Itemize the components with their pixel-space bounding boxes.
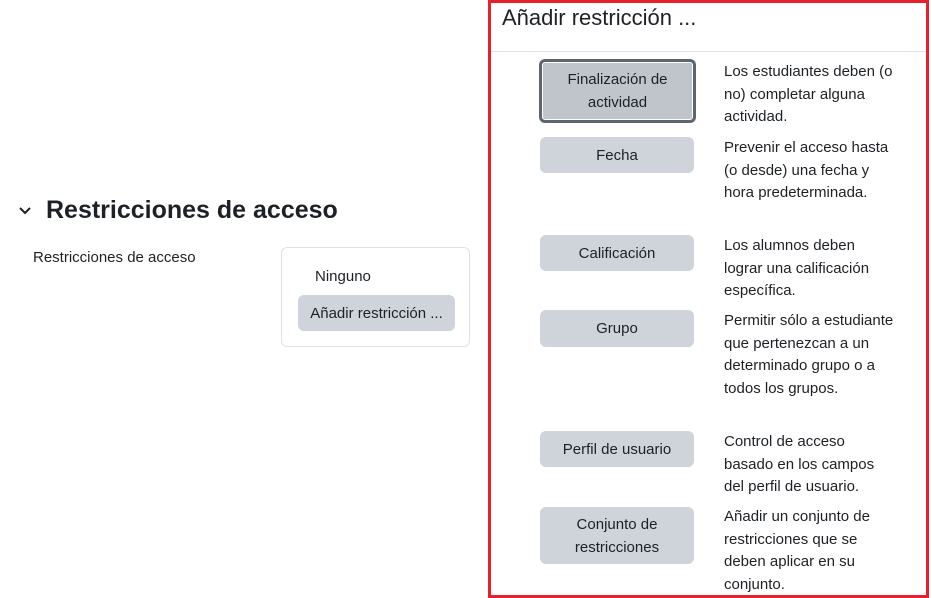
highlight-top-edge xyxy=(491,0,926,3)
restrictions-current-value: Ninguno xyxy=(315,268,371,285)
option-button-grade[interactable]: Calificación xyxy=(540,235,694,271)
restrictions-container xyxy=(281,247,470,347)
option-button-date[interactable]: Fecha xyxy=(540,137,694,173)
option-description-group: Permitir sólo a estudiante que pertenezcan a un determinado grupo o a todos los grupos. xyxy=(724,312,894,397)
option-button-activity-completion[interactable]: Finalización de actividad xyxy=(539,59,696,123)
access-restrictions-label: Restricciones de acceso xyxy=(33,249,196,266)
dialog-title: Añadir restricción ... xyxy=(502,5,697,30)
chevron-down-icon[interactable] xyxy=(14,200,36,222)
option-button-user-profile[interactable]: Perfil de usuario xyxy=(540,431,694,467)
option-description-restriction-set: Añadir un conjunto de restricciones que se deben aplicar en su conjunto. xyxy=(724,508,870,593)
section-header-access-restrictions[interactable] xyxy=(14,196,338,225)
option-button-restriction-set[interactable]: Conjunto de restricciones xyxy=(540,507,694,564)
add-restriction-button[interactable]: Añadir restricción ... xyxy=(298,295,455,331)
add-restriction-dialog xyxy=(488,0,929,598)
option-description-activity-completion: Los estudiantes deben (o no) completar alguna actividad. xyxy=(724,63,893,125)
dialog-header xyxy=(491,0,926,52)
option-description-user-profile: Control de acceso basado en los campos del perfil de usuario. xyxy=(724,433,875,495)
section-title: Restricciones de acceso xyxy=(46,196,338,224)
option-description-grade: Los alumnos deben lograr una calificación específica. xyxy=(724,237,870,299)
option-description-date: Prevenir el acceso hasta (o desde) una fecha y hora predeterminada. xyxy=(724,139,889,201)
option-button-group[interactable]: Grupo xyxy=(540,310,694,347)
